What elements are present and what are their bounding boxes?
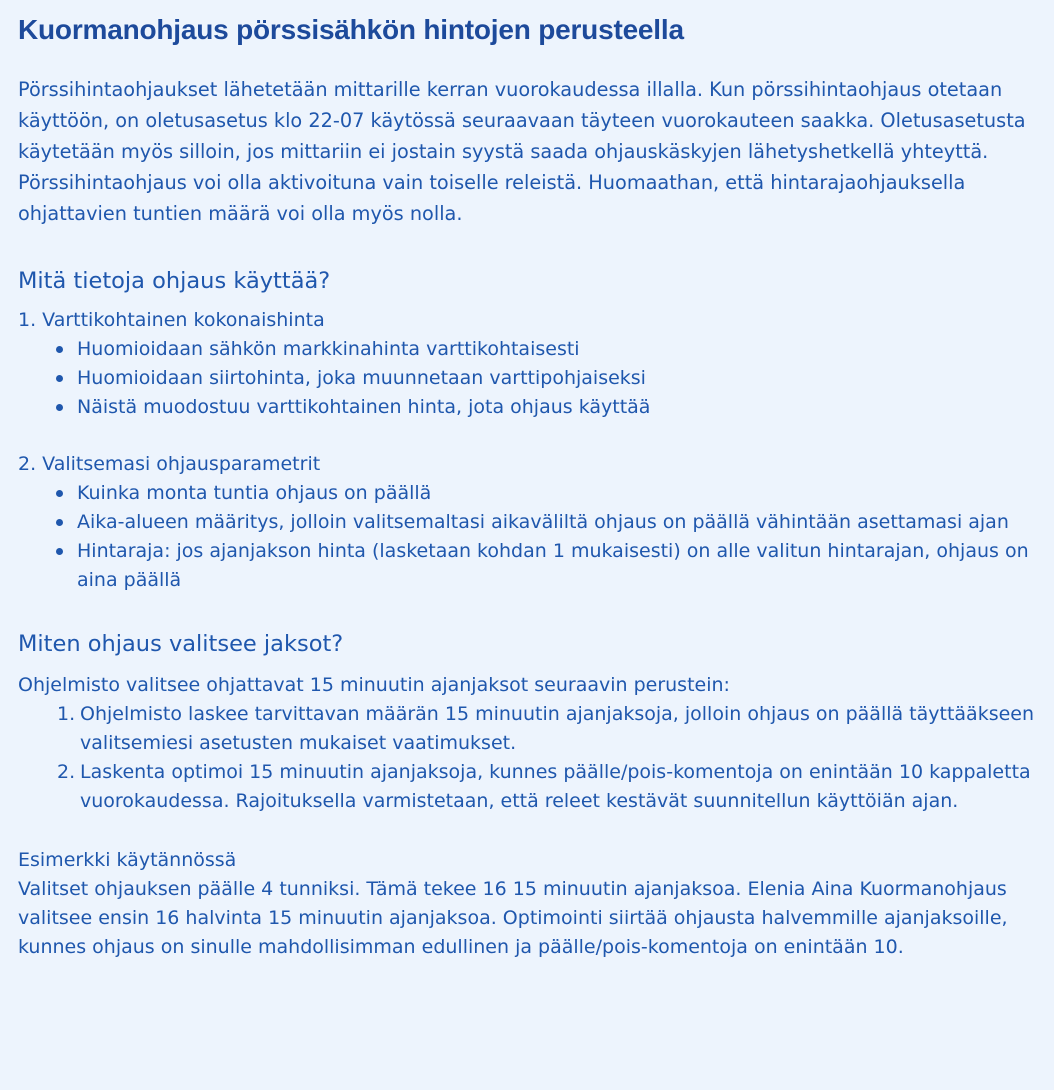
- step-number: 2.: [57, 761, 76, 783]
- list-item: [56, 508, 1036, 537]
- bullet-icon: [56, 375, 63, 382]
- bullet-icon: [56, 490, 63, 497]
- list-item-text: Kuinka monta tuntia ohjaus on päällä: [77, 482, 432, 504]
- example-text: Valitset ohjauksen päälle 4 tunniksi. Tämä tekee 16 15 minuutin ajanjaksoa. Elenia Aina Kuormanohjaus valitsee ensin 16 halvinta 15 minuutin ajanjaksoa. Optimointi siirtää ohjausta halvemmille ajanjaksoille, kunnes ohjaus on sinulle mahdollisimman edullinen ja päälle/pois-komentoja on enintään 10.: [18, 878, 1008, 958]
- bullet-icon: [56, 519, 63, 526]
- selection-lead-text: Ohjelmisto valitsee ohjattavat 15 minuutin ajanjaksot seuraavin perustein:: [18, 674, 730, 696]
- bullet-icon: [56, 548, 63, 555]
- group-title-total-price: 1. Varttikohtainen kokonaishinta: [18, 309, 325, 331]
- example-title: Esimerkki käytännössä: [18, 849, 237, 871]
- step-number: 1.: [57, 703, 76, 725]
- selection-steps-list: [18, 700, 1036, 816]
- list-item: [57, 758, 1036, 816]
- list-item: [56, 335, 1036, 364]
- group-title-parameters: 2. Valitsemasi ohjausparametrit: [18, 453, 321, 475]
- list-item-text: Huomioidaan sähkön markkinahinta varttikohtaisesti: [77, 338, 580, 360]
- list-item-text: Laskenta optimoi 15 minuutin ajanjaksoja, kunnes päälle/pois-komentoja on enintään 10 kappaletta vuorokaudessa. Rajoituksella varmistetaan, että releet kestävät suunnitellun käyttöiän ajan.: [80, 761, 1031, 812]
- section-heading-data-sources: Mitä tietoja ohjaus käyttää?: [18, 268, 331, 294]
- list-item-text: Hintaraja: jos ajanjakson hinta (lasketaan kohdan 1 mukaisesti) on alle valitun hintarajan, ohjaus on aina päällä: [77, 540, 1029, 591]
- list-item-text: Aika-alueen määritys, jolloin valitsemaltasi aikaväliltä ohjaus on päällä vähintään asettamasi ajan: [77, 511, 1009, 533]
- bullet-icon: [56, 346, 63, 353]
- parameters-list: [18, 479, 1036, 595]
- list-item-text: Ohjelmisto laskee tarvittavan määrän 15 minuutin ajanjaksoja, jolloin ohjaus on päällä täyttääkseen valitsemiesi asetusten mukaiset vaatimukset.: [80, 703, 1035, 754]
- list-item: [56, 393, 1036, 422]
- list-item-text: Huomioidaan siirtohinta, joka muunnetaan varttipohjaiseksi: [77, 367, 646, 389]
- list-item: [57, 700, 1036, 758]
- page-title: Kuormanohjaus pörssisähkön hintojen perusteella: [18, 14, 684, 45]
- list-item: [56, 364, 1036, 393]
- total-price-list: [18, 335, 1036, 422]
- list-item-text: Näistä muodostuu varttikohtainen hinta, jota ohjaus käyttää: [77, 396, 651, 418]
- list-item: [56, 479, 1036, 508]
- intro-paragraph: Pörssihintaohjaukset lähetetään mittarille kerran vuorokaudessa illalla. Kun pörssihintaohjaus otetaan käyttöön, on oletusasetus klo 22-07 käytössä seuraavaan täyteen vuorokauteen saakka. Oletusasetusta käytetään myös silloin, jos mittariin ei jostain syystä saada ohjauskäskyjen lähetyshetkellä yhteyttä. Pörssihintaohjaus voi olla aktivoituna vain toiselle releistä. Huomaathan, että hintarajaohjauksella ohjattavien tuntien määrä voi olla myös nolla.: [18, 78, 1026, 225]
- section-heading-period-selection: Miten ohjaus valitsee jaksot?: [18, 631, 344, 657]
- bullet-icon: [56, 404, 63, 411]
- list-item: [56, 537, 1036, 595]
